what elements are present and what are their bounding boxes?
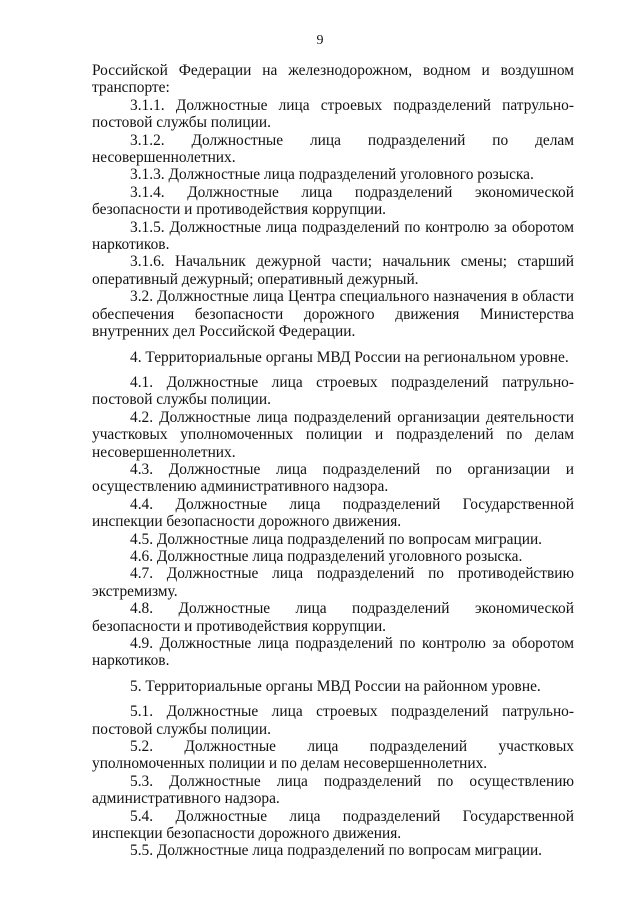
list-item: 3.1.1. Должностные лица строевых подразделений патрульно-постовой службы полиции.	[92, 96, 574, 132]
section-heading: 5. Территориальные органы МВД России на районном уровне.	[130, 677, 541, 695]
list-item: 5.3. Должностные лица подразделений по осуществлению административного надзора.	[92, 772, 574, 808]
list-item: 3.1.2. Должностные лица подразделений по делам несовершеннолетних.	[92, 131, 574, 167]
section-heading: 4. Территориальные органы МВД России на региональном уровне.	[130, 348, 569, 366]
list-item: 3.2. Должностные лица Центра специального назначения в области обеспечения безопасности дорожного движения Министерства внутренних дел Российской Федерации.	[92, 288, 574, 341]
list-item: 4.8. Должностные лица подразделений экономической безопасности и противодействия коррупции.	[92, 600, 574, 635]
list-item: 4.2. Должностные лица подразделений организации деятельности участковых уполномоченных полиции и подразделений по делам несовершеннолетних.	[92, 408, 574, 461]
list-item: 5.2. Должностные лица подразделений участковых уполномоченных полиции и по делам несовершеннолетних.	[92, 738, 574, 773]
list-item: 5.1. Должностные лица строевых подразделений патрульно-постовой службы полиции.	[92, 703, 574, 738]
list-item: 3.1.6. Начальник дежурной части; начальник смены; старший оперативный дежурный; оперативный дежурный.	[92, 253, 574, 288]
list-item: 5.4. Должностные лица подразделений Государственной инспекции безопасности дорожного движения.	[92, 807, 574, 843]
page-number: 9	[316, 33, 324, 48]
list-item: 5.5. Должностные лица подразделений по вопросам миграции.	[130, 842, 543, 860]
list-item: 4.4. Должностные лица подразделений Государственной инспекции безопасности дорожного движения.	[92, 495, 574, 531]
list-item: 4.6. Должностные лица подразделений уголовного розыска.	[130, 547, 523, 565]
list-item: 4.3. Должностные лица подразделений по организации и осуществлению административного надзора.	[92, 460, 574, 496]
list-item: Российской Федерации на железнодорожном, водном и воздушном транспорте:	[92, 62, 574, 97]
list-item: 4.9. Должностные лица подразделений по контролю за оборотом наркотиков.	[92, 635, 574, 670]
list-item: 4.1. Должностные лица строевых подразделений патрульно-постовой службы полиции.	[92, 373, 574, 409]
list-item: 3.1.5. Должностные лица подразделений по контролю за оборотом наркотиков.	[92, 218, 574, 254]
list-item: 4.5. Должностные лица подразделений по вопросам миграции.	[130, 530, 543, 548]
list-item: 3.1.3. Должностные лица подразделений уголовного розыска.	[130, 166, 534, 184]
document-body	[92, 62, 574, 860]
list-item: 4.7. Должностные лица подразделений по противодействию экстремизму.	[92, 565, 574, 600]
list-item: 3.1.4. Должностные лица подразделений экономической безопасности и противодействия коррупции.	[92, 183, 574, 219]
